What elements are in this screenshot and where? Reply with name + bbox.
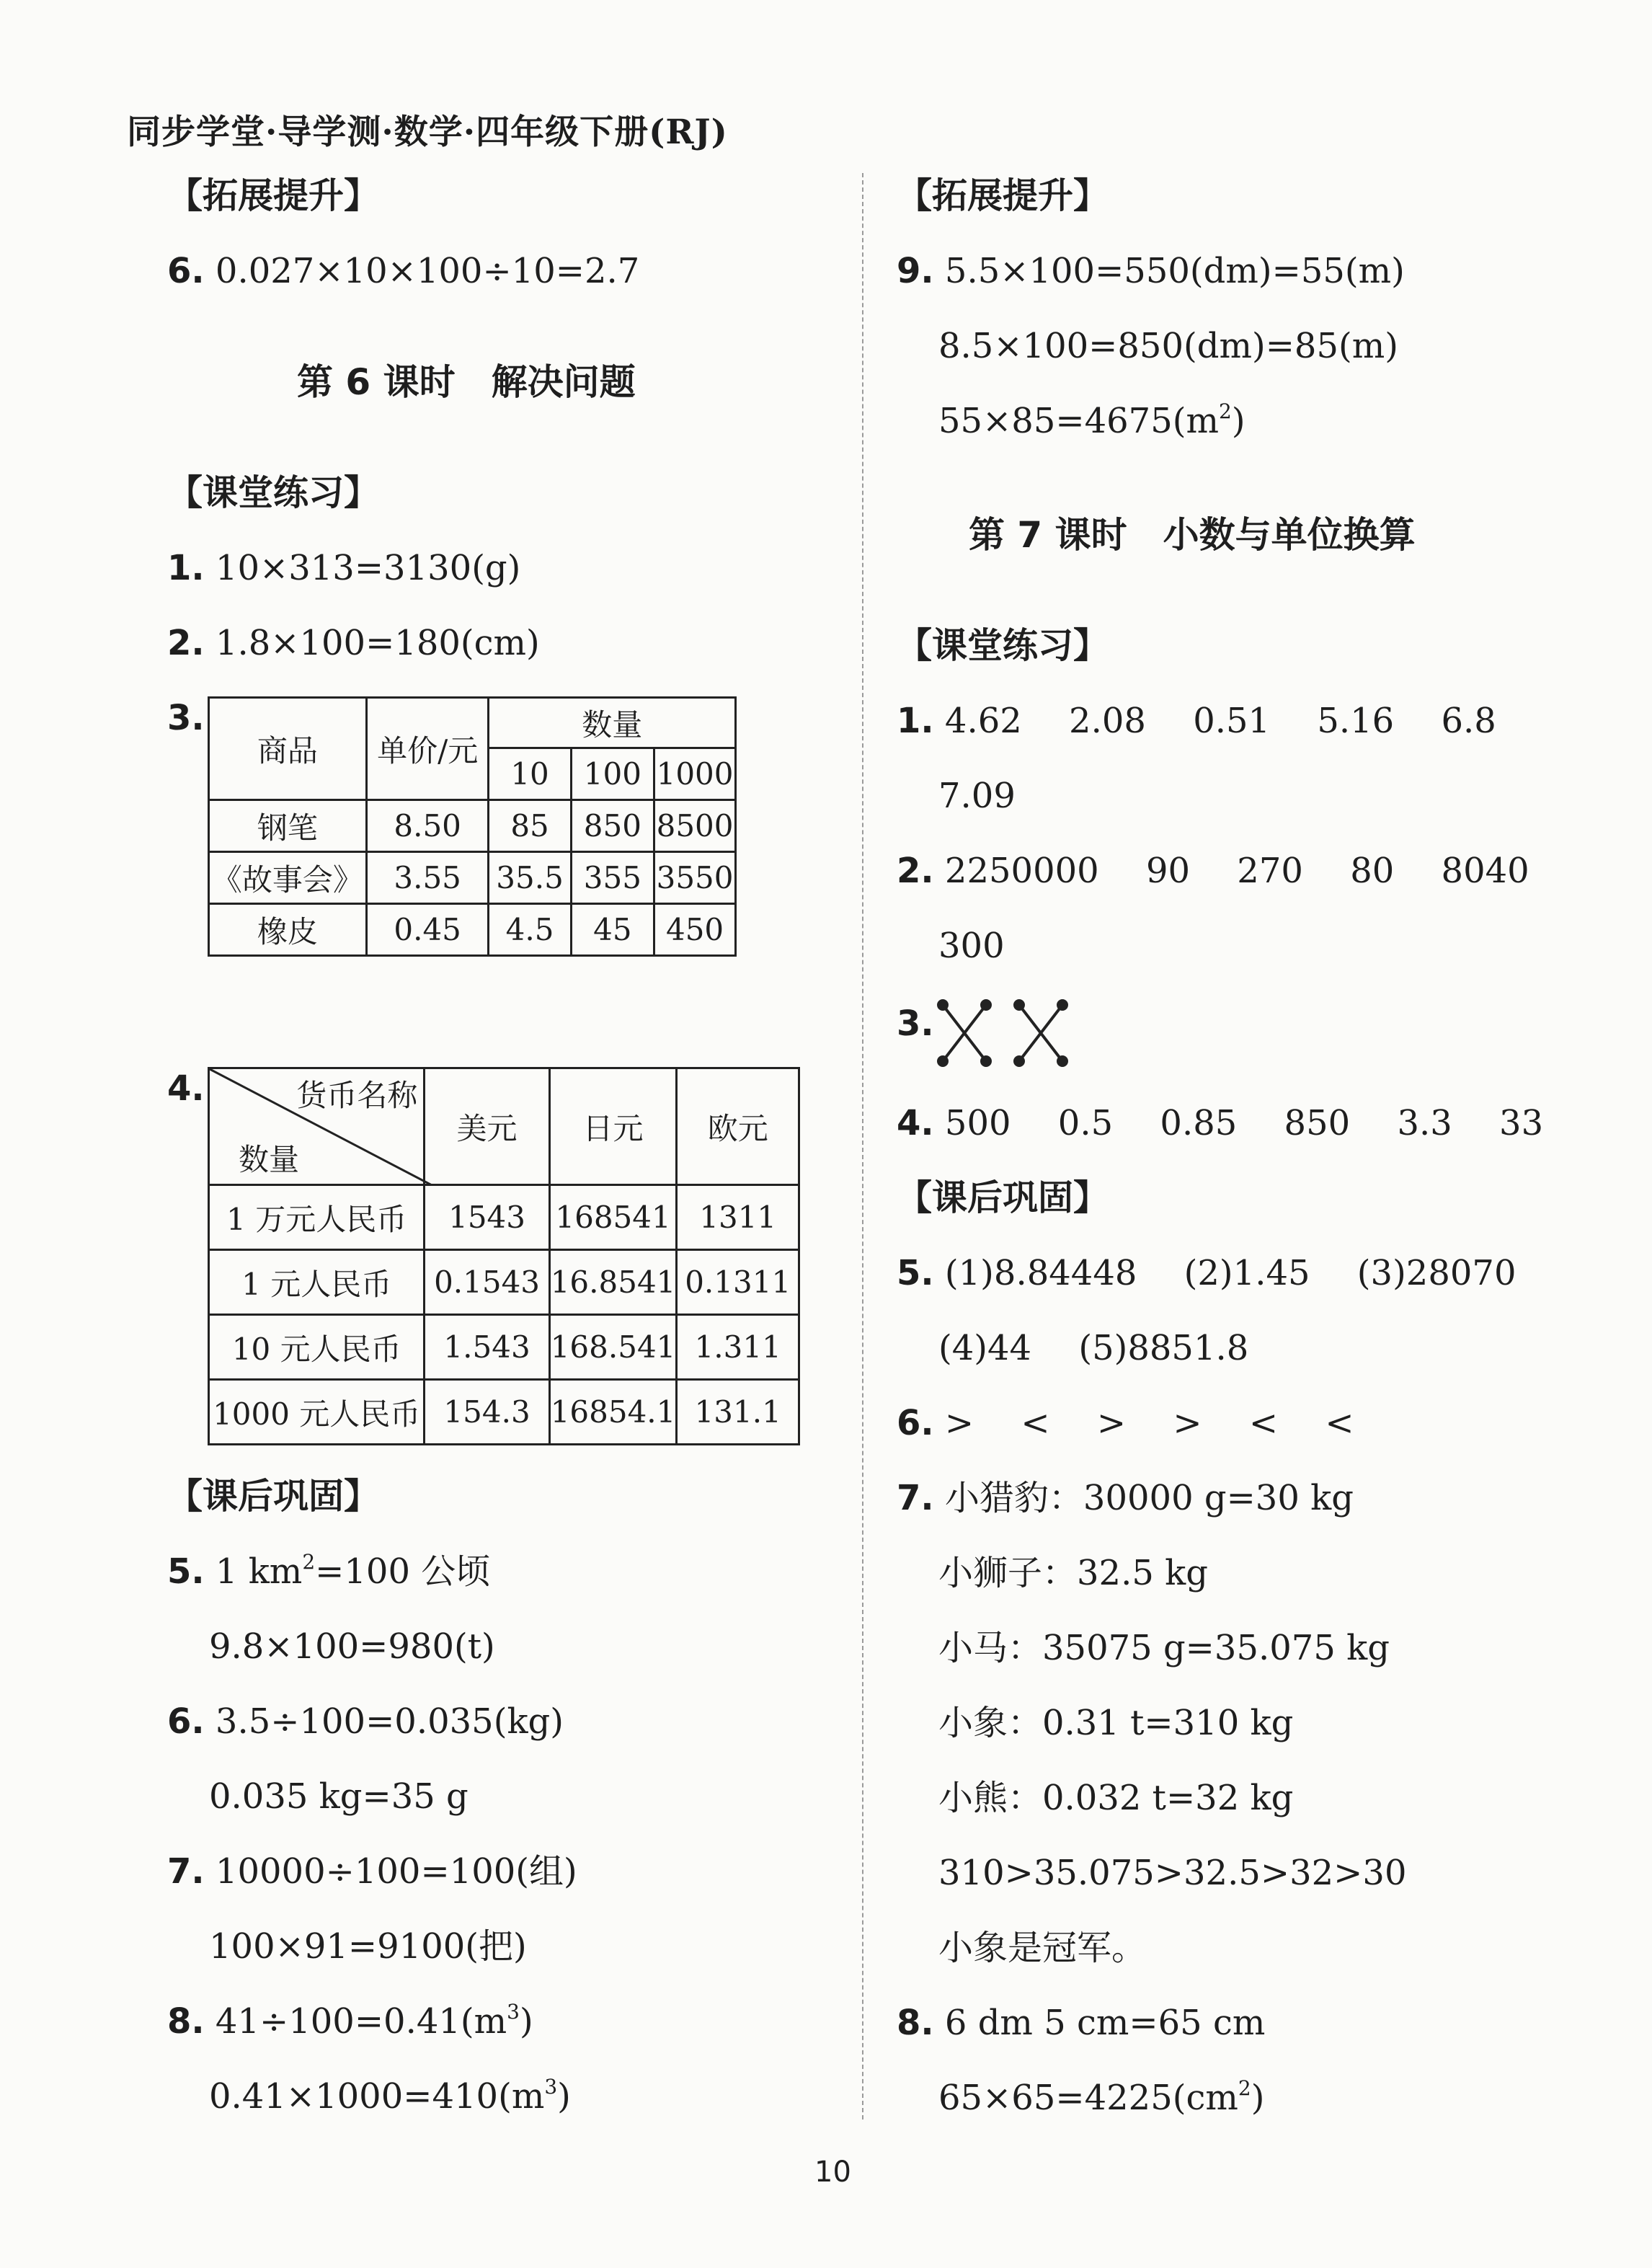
left-q3-number: 3.	[167, 698, 205, 738]
currency-table-diagonal-header	[209, 1068, 425, 1185]
table-row: 橡皮 0.45 4.5 45 450	[209, 904, 736, 956]
right-q7-line7: 小象是冠军。	[938, 1928, 1147, 1968]
left-q1: 1. 10×313=3130(g)	[167, 548, 521, 588]
section-extend-left: 【拓展提升】	[167, 175, 380, 216]
left-q5-line2: 9.8×100=980(t)	[209, 1626, 495, 1667]
price-table-qty-col: 100	[571, 748, 654, 800]
section-class-left: 【课堂练习】	[167, 472, 380, 513]
column-divider	[862, 173, 863, 2119]
table-row: 钢笔 8.50 85 850 8500	[209, 800, 736, 852]
right-q8-line2: $65\times 65=4225(cm^2)$	[938, 2076, 1265, 2118]
right-q1-line2: 7.09	[938, 776, 1016, 816]
currency-col: 日元	[549, 1068, 677, 1185]
left-q6-top: 6. 0.027×10×100÷10=2.7	[167, 251, 640, 291]
lesson-6-title: 第 6 课时 解决问题	[297, 361, 636, 403]
right-q9-line3: $55\times 85=4675(m^2)$	[938, 399, 1245, 441]
right-q2-line2: 300	[938, 926, 1005, 966]
section-class-right: 【课堂练习】	[897, 625, 1109, 666]
price-table-header-qty: 数量	[489, 698, 736, 748]
table-row: 10 元人民币 1.543 168.541 1.311	[209, 1315, 799, 1380]
left-q8-line2: $0.41\times 1000=410(m^3)$	[209, 2075, 571, 2117]
right-q6: 6. > < > > < <	[897, 1403, 1354, 1443]
left-q2: 2. 1.8×100=180(cm)	[167, 623, 540, 663]
right-q7-line4: 小象：0.31 t=310 kg	[938, 1703, 1294, 1743]
left-q6-line2: 0.035 kg=35 g	[209, 1776, 468, 1817]
right-q8-line1: 8. 6 dm 5 cm=65 cm	[897, 2003, 1266, 2043]
left-q7-line1: 7. 10000÷100=100(组)	[167, 1851, 577, 1892]
left-q7-line2: 100×91=9100(把)	[209, 1926, 527, 1967]
match-dot	[1015, 1001, 1023, 1009]
match-dot	[982, 1001, 990, 1009]
left-q6-line1: 6. 3.5÷100=0.035(kg)	[167, 1701, 564, 1742]
price-table-qty-col: 1000	[654, 748, 736, 800]
lesson-7-title: 第 7 课时 小数与单位换算	[969, 514, 1416, 556]
table-row: 1 元人民币 0.1543 16.8541 0.1311	[209, 1250, 799, 1315]
right-q7-line2: 小狮子：32.5 kg	[938, 1553, 1208, 1593]
match-dot	[938, 1057, 947, 1066]
right-q7-line6: 310>35.075>32.5>32>30	[938, 1853, 1407, 1893]
section-after-left: 【课后巩固】	[167, 1476, 380, 1517]
diag-top-label: 货币名称	[296, 1078, 418, 1113]
page-number: 10	[814, 2156, 851, 2189]
currency-col: 美元	[425, 1068, 549, 1185]
right-q7-line5: 小熊：0.032 t=32 kg	[938, 1778, 1294, 1818]
section-after-right: 【课后巩固】	[897, 1177, 1109, 1218]
right-q5-line2: (4)44 (5)8851.8	[938, 1328, 1249, 1368]
right-q1-line1: 1. 4.62 2.08 0.51 5.16 6.8	[897, 701, 1496, 741]
right-q5-line1: 5. (1)8.84448 (2)1.45 (3)28070	[897, 1253, 1516, 1293]
match-dot	[982, 1057, 990, 1066]
right-q2-line1: 2. 2250000 90 270 80 8040	[897, 851, 1529, 891]
price-table-header-goods: 商品	[209, 698, 367, 800]
right-q4: 4. 500 0.5 0.85 850 3.3 33	[897, 1103, 1544, 1143]
right-q7-line3: 小马：35075 g=35.075 kg	[938, 1628, 1390, 1668]
currency-col: 欧元	[677, 1068, 799, 1185]
match-dot	[938, 1001, 947, 1009]
match-dot	[1058, 1057, 1067, 1066]
right-q9-line1: 9. 5.5×100=550(dm)=55(m)	[897, 251, 1405, 291]
matching-lines-figure	[936, 998, 1080, 1070]
table-row: 《故事会》 3.55 35.5 355 3550	[209, 852, 736, 904]
match-dot	[1058, 1001, 1067, 1009]
price-table-qty-col: 10	[489, 748, 571, 800]
diag-bottom-label: 数量	[239, 1142, 300, 1177]
right-q7-line1: 7. 小猎豹：30000 g=30 kg	[897, 1478, 1354, 1518]
table-row: 1 万元人民币 1543 168541 1311	[209, 1185, 799, 1250]
left-q5-line1: 5. 1 $km^2=100$ 公顷	[167, 1550, 491, 1592]
price-table-header-price: 单价/元	[366, 698, 489, 800]
left-q4-number: 4.	[167, 1068, 205, 1109]
table-row: 1000 元人民币 154.3 16854.1 131.1	[209, 1380, 799, 1445]
section-extend-right: 【拓展提升】	[897, 175, 1109, 216]
right-q9-line2: 8.5×100=850(dm)=85(m)	[938, 326, 1398, 366]
price-table	[208, 696, 737, 957]
left-q8-line1: 8. $41\div 100=0.41(m^3)$	[167, 2000, 533, 2042]
match-dot	[1015, 1057, 1023, 1066]
right-q3-number: 3.	[897, 1004, 934, 1044]
currency-table	[208, 1067, 800, 1445]
page-header: 同步学堂·导学测·数学·四年级下册(RJ)	[127, 112, 728, 152]
